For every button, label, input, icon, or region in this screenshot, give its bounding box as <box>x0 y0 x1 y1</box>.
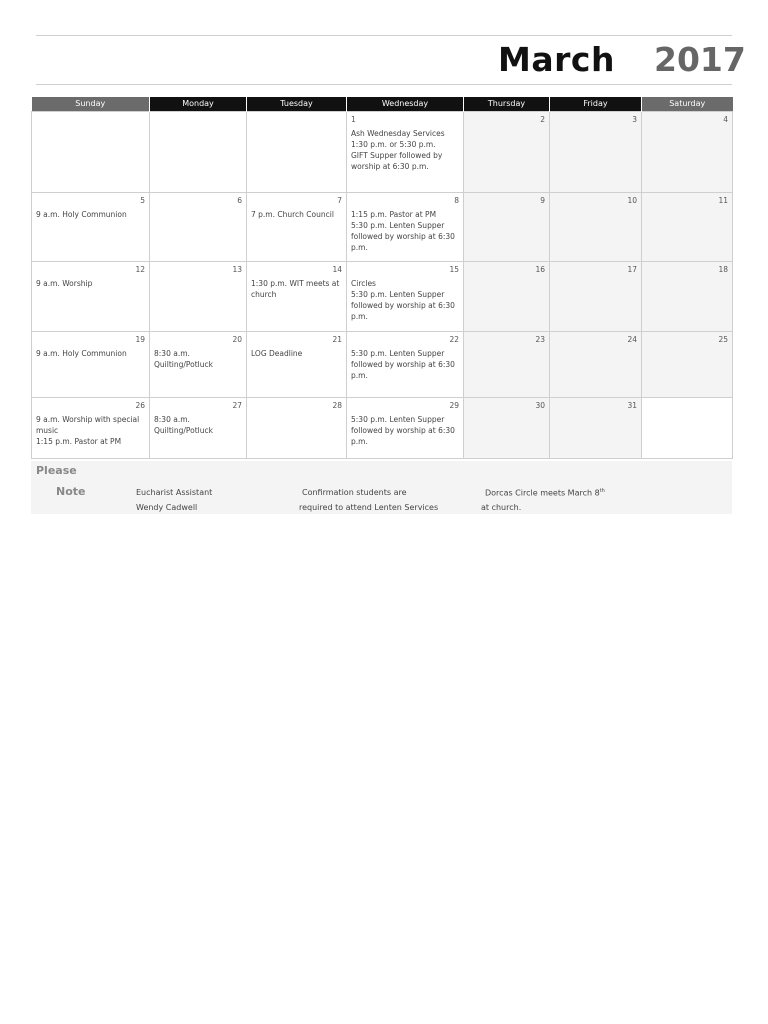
weekday-friday: Friday <box>550 97 642 112</box>
event-text: 8:30 a.m. Quilting/Potluck <box>154 349 213 369</box>
event-text: 1:30 p.m. or 5:30 p.m. <box>351 140 436 149</box>
week-row <box>32 398 733 459</box>
event-text: 7 p.m. Church Council <box>251 210 334 219</box>
day-cell <box>550 112 642 193</box>
weekday-monday: Monday <box>150 97 247 112</box>
note-item-2-line1: Confirmation students are <box>302 488 407 497</box>
day-cell <box>464 398 550 459</box>
note-item-2-line2: required to attend Lenten Services <box>299 503 439 512</box>
day-cell-empty <box>642 398 733 459</box>
day-number: 2 <box>540 115 545 124</box>
day-number: 10 <box>627 196 637 205</box>
event-text: Circles <box>351 279 376 288</box>
day-cell <box>464 193 550 262</box>
day-number: 19 <box>135 335 145 344</box>
day-cell-empty <box>150 112 247 193</box>
day-cell <box>32 332 150 398</box>
event-text: LOG Deadline <box>251 349 303 358</box>
day-cell <box>247 262 347 332</box>
day-number: 6 <box>237 196 242 205</box>
day-number: 20 <box>232 335 242 344</box>
day-number: 14 <box>332 265 342 274</box>
day-number: 13 <box>232 265 242 274</box>
note-item-3-line2: at church. <box>481 503 522 512</box>
event-text: 5:30 p.m. Lenten Supper followed by worship at 6:30 p.m. <box>351 290 455 321</box>
week-row <box>32 262 733 332</box>
month-title: March <box>498 40 615 79</box>
event-text: GIFT Supper followed by worship at 6:30 p.m. <box>351 151 443 171</box>
notes-heading-please: Please <box>36 464 77 477</box>
day-cell <box>32 398 150 459</box>
day-cell <box>32 262 150 332</box>
weekday-saturday: Saturday <box>642 97 733 112</box>
note-item-3-text: Dorcas Circle meets March 8 <box>485 488 600 498</box>
day-cell <box>642 262 733 332</box>
day-number: 11 <box>718 196 728 205</box>
day-number: 18 <box>718 265 728 274</box>
day-cell <box>150 262 247 332</box>
day-cell <box>32 193 150 262</box>
day-cell <box>247 193 347 262</box>
day-cell <box>347 332 464 398</box>
day-number: 28 <box>332 401 342 410</box>
event-text: 5:30 p.m. Lenten Supper followed by worship at 6:30 p.m. <box>351 221 455 252</box>
day-cell-empty <box>247 112 347 193</box>
weekday-header-row <box>32 97 733 112</box>
day-cell <box>150 398 247 459</box>
day-number: 24 <box>627 335 637 344</box>
day-number: 5 <box>140 196 145 205</box>
day-cell <box>642 193 733 262</box>
event-text: 1:15 p.m. Pastor at PM <box>36 437 122 446</box>
day-number: 1 <box>351 115 356 124</box>
event-text: 9 a.m. Worship with special music <box>36 415 140 435</box>
day-cell <box>150 332 247 398</box>
day-cell <box>247 332 347 398</box>
title-rule <box>36 84 732 85</box>
weekday-tuesday: Tuesday <box>247 97 347 112</box>
day-number: 31 <box>627 401 637 410</box>
event-text: 9 a.m. Worship <box>36 279 93 288</box>
day-number: 26 <box>135 401 145 410</box>
top-rule <box>36 35 732 36</box>
day-cell <box>347 193 464 262</box>
note-item-1-line2: Wendy Cadwell <box>136 503 198 512</box>
event-text: 5:30 p.m. Lenten Supper followed by worship at 6:30 p.m. <box>351 349 455 380</box>
day-number: 15 <box>449 265 459 274</box>
event-text: Ash Wednesday Services <box>351 129 445 138</box>
week-row <box>32 112 733 193</box>
day-cell <box>550 332 642 398</box>
note-item-3-line1 <box>485 488 605 498</box>
day-number: 29 <box>449 401 459 410</box>
day-cell <box>550 262 642 332</box>
day-number: 12 <box>135 265 145 274</box>
day-cell <box>247 398 347 459</box>
weekday-wednesday: Wednesday <box>347 97 464 112</box>
event-text: 1:30 p.m. WIT meets at church <box>251 279 340 299</box>
day-number: 23 <box>535 335 545 344</box>
day-cell <box>464 262 550 332</box>
event-text: 9 a.m. Holy Communion <box>36 210 127 219</box>
week-row <box>32 193 733 262</box>
calendar-grid <box>31 97 733 459</box>
day-cell <box>150 193 247 262</box>
weekday-sunday: Sunday <box>32 97 150 112</box>
day-number: 7 <box>337 196 342 205</box>
notes-heading-note: Note <box>56 485 86 498</box>
event-text: 1:15 p.m. Pastor at PM <box>351 210 437 219</box>
day-number: 16 <box>535 265 545 274</box>
note-item-3-sup: th <box>599 488 605 494</box>
day-cell <box>550 193 642 262</box>
day-cell <box>347 112 464 193</box>
day-cell-empty <box>32 112 150 193</box>
event-text: 5:30 p.m. Lenten Supper followed by worship at 6:30 p.m. <box>351 415 455 446</box>
day-number: 8 <box>454 196 459 205</box>
week-row <box>32 332 733 398</box>
event-text: 9 a.m. Holy Communion <box>36 349 127 358</box>
day-number: 9 <box>540 196 545 205</box>
day-cell <box>347 398 464 459</box>
day-cell <box>642 112 733 193</box>
day-cell <box>347 262 464 332</box>
event-text: 8:30 a.m. Quilting/Potluck <box>154 415 213 435</box>
day-cell <box>464 112 550 193</box>
year-title: 2017 <box>654 40 746 79</box>
day-number: 25 <box>718 335 728 344</box>
notes-panel <box>31 461 732 514</box>
day-number: 17 <box>627 265 637 274</box>
day-number: 27 <box>232 401 242 410</box>
day-cell <box>464 332 550 398</box>
day-number: 3 <box>632 115 637 124</box>
note-item-1-line1: Eucharist Assistant <box>136 488 213 497</box>
day-number: 22 <box>449 335 459 344</box>
day-number: 21 <box>332 335 342 344</box>
weekday-thursday: Thursday <box>464 97 550 112</box>
day-number: 30 <box>535 401 545 410</box>
day-cell <box>642 332 733 398</box>
day-number: 4 <box>723 115 728 124</box>
day-cell <box>550 398 642 459</box>
